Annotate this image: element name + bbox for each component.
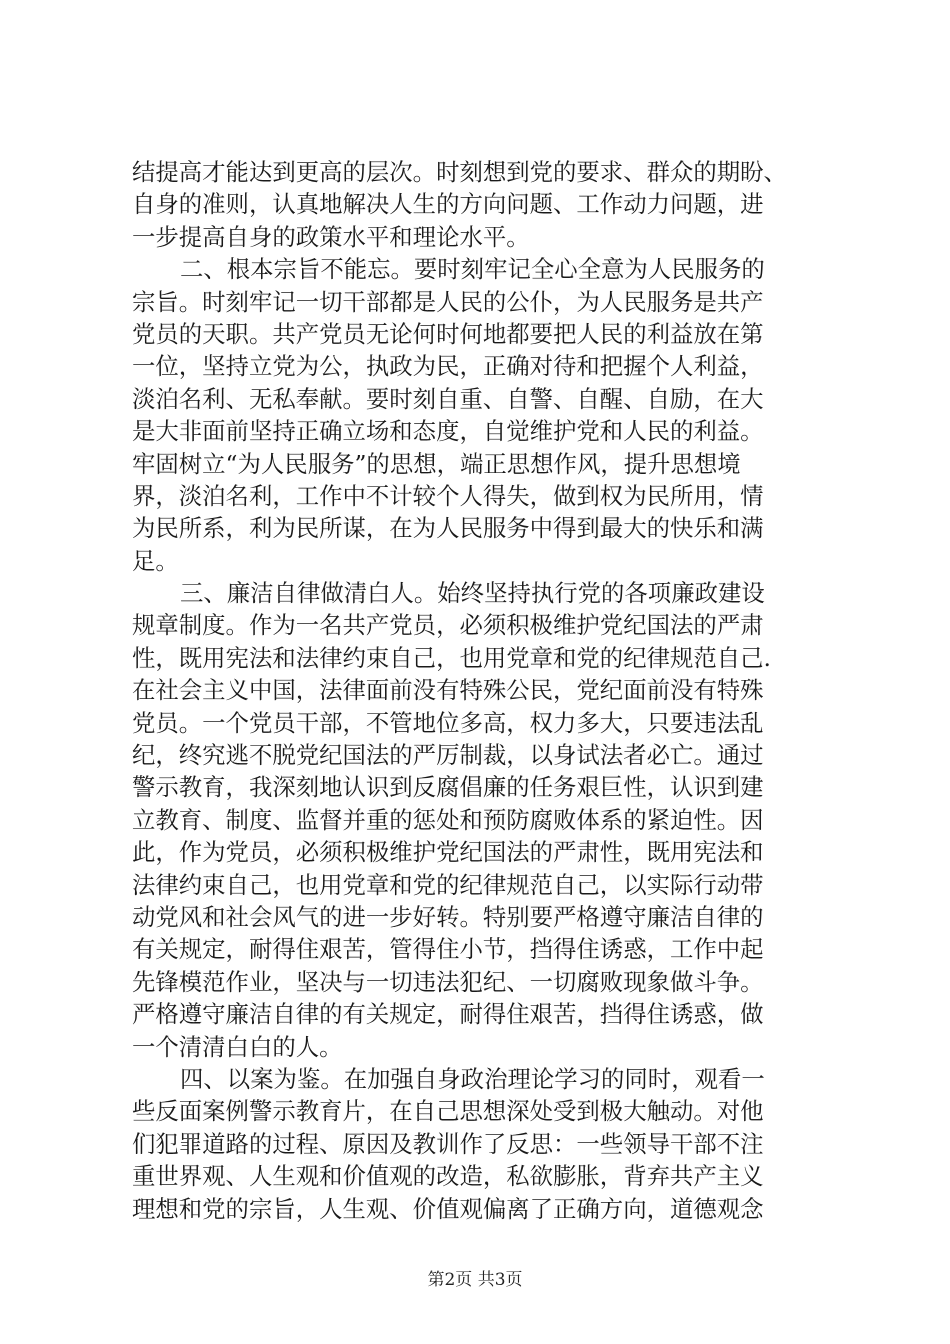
text-line: 规章制度。作为一名共产党员，必须积极维护党纪国法的严肃 bbox=[132, 611, 764, 640]
text-line: 是大非面前坚持正确立场和态度，自觉维护党和人民的利益。 bbox=[132, 417, 764, 446]
text-line: 为民所系，利为民所谋，在为人民服务中得到最大的快乐和满 bbox=[132, 514, 764, 543]
text-line: 理想和党的宗旨，人生观、价值观偏离了正确方向，道德观念 bbox=[132, 1194, 764, 1223]
text-line: 一位，坚持立党为公，执政为民，正确对待和把握个人利益， bbox=[132, 352, 764, 381]
text-line: 一个清清白白的人。 bbox=[132, 1032, 343, 1061]
text-line: 纪，终究逃不脱党纪国法的严厉制裁，以身试法者必亡。通过 bbox=[132, 741, 764, 770]
text-line: 警示教育，我深刻地认识到反腐倡廉的任务艰巨性，认识到建 bbox=[132, 773, 764, 802]
text-line: 重世界观、人生观和价值观的改造，私欲膨胀，背弃共产主义 bbox=[132, 1162, 764, 1191]
section-heading-line: 四、以案为鉴。在加强自身政治理论学习的同时，观看一 bbox=[180, 1064, 765, 1093]
text-line: 动党风和社会风气的进一步好转。特别要严格遵守廉洁自律的 bbox=[132, 902, 764, 931]
section-heading-line: 二、根本宗旨不能忘。要时刻牢记全心全意为人民服务的 bbox=[180, 255, 765, 284]
text-line: 足。 bbox=[132, 546, 179, 575]
text-line: 牢固树立“为人民服务”的思想，端正思想作风，提升思想境 bbox=[132, 449, 741, 478]
text-line: 党员。一个党员干部，不管地位多高，权力多大，只要违法乱 bbox=[132, 708, 764, 737]
text-line: 界，淡泊名利，工作中不计较个人得失，做到权为民所用，情 bbox=[132, 481, 764, 510]
text-line: 结提高才能达到更高的层次。时刻想到党的要求、群众的期盼、 bbox=[132, 158, 787, 186]
text-line: 先锋模范作业，坚决与一切违法犯纪、一切腐败现象做斗争。 bbox=[132, 967, 764, 996]
text-line: 有关规定，耐得住艰苦，管得住小节，挡得住诱惑，工作中起 bbox=[132, 935, 764, 964]
section-heading-line: 三、廉洁自律做清白人。始终坚持执行党的各项廉政建设 bbox=[180, 579, 765, 608]
text-line: 党员的天职。共产党员无论何时何地都要把人民的利益放在第 bbox=[132, 319, 764, 348]
text-line: 严格遵守廉洁自律的有关规定，耐得住艰苦，挡得住诱惑，做 bbox=[132, 1000, 764, 1029]
text-line: 在社会主义中国，法律面前没有特殊公民，党纪面前没有特殊 bbox=[132, 676, 764, 705]
document-body bbox=[132, 156, 832, 1225]
text-line: 些反面案例警示教育片，在自己思想深处受到极大触动。对他 bbox=[132, 1097, 764, 1126]
text-line: 自身的准则，认真地解决人生的方向问题、工作动力问题，进 bbox=[132, 190, 764, 219]
text-line: 宗旨。时刻牢记一切干部都是人民的公仆，为人民服务是共产 bbox=[132, 287, 764, 316]
text-line: 此，作为党员，必须积极维护党纪国法的严肃性，既用宪法和 bbox=[132, 838, 764, 867]
text-line: 一步提高自身的政策水平和理论水平。 bbox=[132, 222, 530, 251]
text-line: 性，既用宪法和法律约束自己，也用党章和党的纪律规范自己. bbox=[132, 643, 771, 672]
page-number-footer: 第2页 共3页 bbox=[427, 1270, 523, 1290]
text-line: 们犯罪道路的过程、原因及教训作了反思：一些领导干部不注 bbox=[132, 1129, 764, 1158]
text-line: 法律约束自己，也用党章和党的纪律规范自己，以实际行动带 bbox=[132, 870, 764, 899]
text-line: 立教育、制度、监督并重的惩处和预防腐败体系的紧迫性。因 bbox=[132, 805, 764, 834]
text-line: 淡泊名利、无私奉献。要时刻自重、自警、自醒、自励，在大 bbox=[132, 384, 764, 413]
